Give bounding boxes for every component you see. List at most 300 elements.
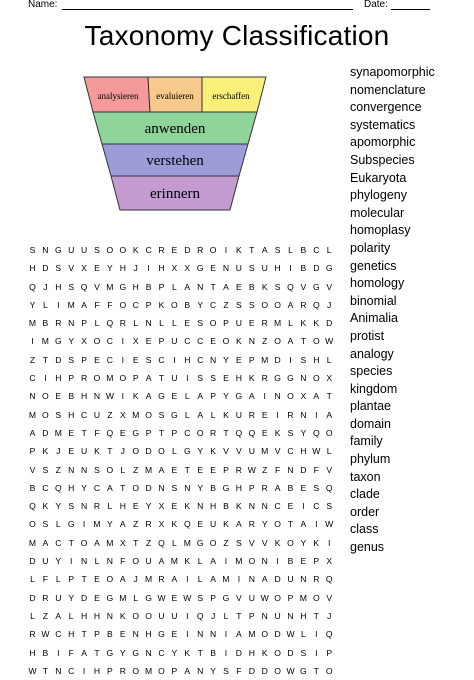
grid-letter[interactable]: H bbox=[235, 373, 242, 384]
grid-letter[interactable]: O bbox=[312, 336, 320, 347]
grid-letter[interactable]: H bbox=[80, 391, 88, 402]
grid-letter[interactable]: Z bbox=[262, 336, 268, 347]
grid-letter[interactable]: N bbox=[209, 354, 217, 365]
grid-letter[interactable]: O bbox=[196, 427, 204, 438]
grid-letter[interactable]: I bbox=[121, 354, 124, 365]
grid-letter[interactable]: R bbox=[209, 427, 217, 438]
grid-letter[interactable]: Y bbox=[68, 336, 75, 347]
grid-letter[interactable]: A bbox=[274, 482, 281, 493]
grid-letter[interactable]: L bbox=[133, 592, 139, 603]
grid-letter[interactable]: A bbox=[119, 574, 126, 585]
grid-letter[interactable]: A bbox=[236, 629, 242, 640]
grid-letter[interactable]: C bbox=[55, 629, 62, 640]
grid-letter[interactable]: S bbox=[94, 464, 100, 475]
grid-letter[interactable]: O bbox=[132, 446, 140, 457]
grid-letter[interactable]: Z bbox=[262, 464, 268, 475]
grid-letter[interactable]: E bbox=[171, 501, 178, 512]
grid-letter[interactable]: L bbox=[55, 519, 61, 530]
grid-letter[interactable]: I bbox=[186, 373, 189, 384]
grid-letter[interactable]: O bbox=[312, 592, 320, 603]
grid-letter[interactable]: P bbox=[107, 665, 113, 676]
grid-letter[interactable]: K bbox=[313, 318, 320, 329]
grid-letter[interactable]: F bbox=[236, 665, 242, 676]
grid-letter[interactable]: A bbox=[145, 391, 152, 402]
grid-letter[interactable]: G bbox=[325, 263, 333, 274]
grid-letter[interactable]: G bbox=[119, 281, 127, 292]
grid-letter[interactable]: L bbox=[223, 610, 229, 621]
grid-letter[interactable]: S bbox=[42, 519, 49, 530]
grid-letter[interactable]: S bbox=[171, 482, 178, 493]
grid-letter[interactable]: X bbox=[184, 263, 191, 274]
grid-letter[interactable]: S bbox=[248, 299, 255, 310]
grid-letter[interactable]: N bbox=[184, 482, 191, 493]
grid-letter[interactable]: A bbox=[81, 299, 87, 310]
grid-letter[interactable]: C bbox=[197, 336, 204, 347]
grid-letter[interactable]: O bbox=[274, 647, 281, 658]
grid-letter[interactable]: R bbox=[261, 318, 268, 329]
grid-letter[interactable]: H bbox=[119, 501, 126, 512]
grid-letter[interactable]: E bbox=[119, 629, 126, 640]
grid-letter[interactable]: W bbox=[105, 391, 114, 402]
grid-letter[interactable]: R bbox=[287, 409, 294, 420]
grid-letter[interactable]: K bbox=[184, 501, 191, 512]
grid-letter[interactable]: O bbox=[106, 245, 114, 255]
grid-letter[interactable]: S bbox=[287, 427, 294, 438]
grid-letter[interactable]: D bbox=[235, 647, 242, 658]
grid-letter[interactable]: V bbox=[326, 281, 333, 292]
grid-letter[interactable]: N bbox=[248, 501, 255, 512]
grid-letter[interactable]: L bbox=[30, 610, 35, 621]
grid-letter[interactable]: M bbox=[274, 318, 282, 329]
grid-letter[interactable]: N bbox=[106, 556, 113, 567]
grid-letter[interactable]: A bbox=[287, 299, 294, 310]
grid-letter[interactable]: B bbox=[42, 647, 49, 658]
grid-letter[interactable]: S bbox=[55, 409, 62, 420]
grid-letter[interactable]: N bbox=[209, 629, 217, 640]
grid-letter[interactable]: O bbox=[132, 610, 140, 621]
grid-letter[interactable]: J bbox=[43, 281, 48, 292]
grid-letter[interactable]: P bbox=[132, 373, 139, 384]
grid-letter[interactable]: O bbox=[274, 592, 281, 603]
grid-letter[interactable]: B bbox=[223, 501, 229, 512]
grid-letter[interactable]: G bbox=[54, 245, 62, 255]
grid-letter[interactable]: O bbox=[209, 318, 217, 329]
grid-letter[interactable]: L bbox=[288, 318, 293, 329]
grid-letter[interactable]: M bbox=[261, 354, 269, 365]
grid-letter[interactable]: E bbox=[94, 574, 100, 585]
grid-letter[interactable]: Q bbox=[312, 427, 320, 438]
grid-letter[interactable]: L bbox=[184, 409, 190, 420]
grid-letter[interactable]: D bbox=[80, 592, 88, 603]
grid-letter[interactable]: C bbox=[93, 482, 101, 493]
grid-letter[interactable]: L bbox=[197, 574, 203, 585]
grid-letter[interactable]: M bbox=[145, 464, 153, 475]
grid-letter[interactable]: E bbox=[132, 501, 139, 512]
grid-letter[interactable]: Q bbox=[312, 299, 320, 310]
grid-letter[interactable]: C bbox=[132, 299, 139, 310]
grid-letter[interactable]: P bbox=[158, 281, 165, 292]
grid-letter[interactable]: X bbox=[171, 263, 178, 274]
grid-letter[interactable]: Z bbox=[223, 537, 229, 548]
grid-letter[interactable]: V bbox=[236, 446, 242, 457]
grid-letter[interactable]: I bbox=[57, 647, 60, 658]
grid-letter[interactable]: A bbox=[313, 391, 320, 402]
grid-letter[interactable]: T bbox=[158, 427, 165, 438]
grid-letter[interactable]: L bbox=[197, 556, 203, 567]
grid-letter[interactable]: S bbox=[236, 537, 242, 548]
grid-letter[interactable]: C bbox=[145, 245, 152, 255]
grid-letter[interactable]: H bbox=[119, 263, 126, 274]
grid-letter[interactable]: C bbox=[184, 427, 191, 438]
grid-letter[interactable]: O bbox=[119, 299, 127, 310]
grid-letter[interactable]: Q bbox=[287, 281, 294, 292]
grid-letter[interactable]: I bbox=[69, 556, 73, 567]
grid-letter[interactable]: D bbox=[29, 592, 36, 603]
grid-letter[interactable]: O bbox=[222, 336, 230, 347]
grid-letter[interactable]: L bbox=[184, 391, 190, 402]
grid-letter[interactable]: E bbox=[287, 501, 294, 512]
grid-letter[interactable]: L bbox=[172, 318, 177, 329]
grid-letter[interactable]: D bbox=[248, 665, 255, 676]
grid-letter[interactable]: H bbox=[29, 263, 36, 274]
grid-letter[interactable]: L bbox=[107, 501, 113, 512]
grid-letter[interactable]: O bbox=[209, 537, 217, 548]
grid-letter[interactable]: L bbox=[301, 629, 306, 640]
grid-letter[interactable]: A bbox=[210, 556, 216, 567]
grid-letter[interactable]: E bbox=[94, 354, 100, 365]
grid-letter[interactable]: D bbox=[261, 665, 268, 676]
grid-letter[interactable]: H bbox=[93, 610, 101, 621]
grid-letter[interactable]: H bbox=[235, 482, 242, 493]
grid-letter[interactable]: D bbox=[274, 354, 281, 365]
grid-letter[interactable]: E bbox=[236, 281, 242, 292]
grid-letter[interactable]: K bbox=[236, 501, 242, 512]
grid-letter[interactable]: E bbox=[94, 263, 100, 274]
grid-letter[interactable]: Q bbox=[196, 610, 204, 621]
grid-letter[interactable]: Q bbox=[235, 427, 243, 438]
grid-letter[interactable]: O bbox=[171, 299, 178, 310]
grid-letter[interactable]: V bbox=[274, 446, 281, 457]
grid-letter[interactable]: I bbox=[224, 629, 228, 640]
grid-letter[interactable]: U bbox=[171, 610, 178, 621]
grid-letter[interactable]: N bbox=[287, 610, 294, 621]
grid-letter[interactable]: N bbox=[197, 501, 204, 512]
grid-letter[interactable]: K bbox=[171, 519, 178, 530]
grid-letter[interactable]: K bbox=[248, 373, 255, 384]
grid-letter[interactable]: B bbox=[300, 263, 307, 274]
grid-letter[interactable]: R bbox=[300, 299, 307, 310]
grid-letter[interactable]: T bbox=[249, 245, 255, 255]
grid-letter[interactable]: C bbox=[313, 245, 320, 255]
grid-letter[interactable]: G bbox=[235, 391, 243, 402]
grid-letter[interactable]: A bbox=[55, 610, 62, 621]
grid-letter[interactable]: R bbox=[158, 245, 165, 255]
grid-letter[interactable]: K bbox=[42, 446, 49, 457]
grid-letter[interactable]: K bbox=[158, 299, 165, 310]
grid-letter[interactable]: S bbox=[313, 482, 320, 493]
grid-letter[interactable]: H bbox=[313, 354, 320, 365]
grid-letter[interactable]: G bbox=[132, 427, 140, 438]
grid-letter[interactable]: N bbox=[80, 501, 88, 512]
grid-letter[interactable]: Z bbox=[55, 464, 61, 475]
grid-letter[interactable]: Z bbox=[42, 610, 49, 621]
grid-letter[interactable]: S bbox=[68, 281, 75, 292]
grid-letter[interactable]: U bbox=[287, 574, 294, 585]
grid-letter[interactable]: A bbox=[119, 519, 126, 530]
grid-letter[interactable]: I bbox=[121, 391, 124, 402]
grid-letter[interactable]: R bbox=[261, 482, 268, 493]
grid-letter[interactable]: G bbox=[274, 373, 281, 384]
grid-letter[interactable]: W bbox=[247, 464, 256, 475]
grid-letter[interactable]: G bbox=[106, 647, 114, 658]
grid-letter[interactable]: S bbox=[68, 501, 75, 512]
grid-letter[interactable]: E bbox=[119, 427, 126, 438]
grid-letter[interactable]: O bbox=[119, 373, 127, 384]
grid-letter[interactable]: E bbox=[261, 427, 268, 438]
grid-letter[interactable]: I bbox=[315, 519, 318, 530]
grid-letter[interactable]: M bbox=[235, 556, 243, 567]
grid-letter[interactable]: I bbox=[186, 574, 189, 585]
grid-letter[interactable]: W bbox=[286, 665, 295, 676]
grid-letter[interactable]: X bbox=[300, 391, 307, 402]
grid-letter[interactable]: Z bbox=[107, 409, 113, 420]
grid-letter[interactable]: K bbox=[119, 610, 126, 621]
grid-letter[interactable]: E bbox=[184, 318, 191, 329]
grid-letter[interactable]: L bbox=[94, 556, 100, 567]
grid-letter[interactable]: D bbox=[184, 245, 191, 255]
grid-letter[interactable]: C bbox=[80, 409, 88, 420]
grid-letter[interactable]: J bbox=[56, 446, 61, 457]
grid-letter[interactable]: O bbox=[274, 299, 281, 310]
grid-letter[interactable]: N bbox=[287, 464, 294, 475]
grid-letter[interactable]: F bbox=[107, 299, 113, 310]
grid-letter[interactable]: V bbox=[248, 537, 255, 548]
grid-letter[interactable]: X bbox=[326, 373, 333, 384]
grid-letter[interactable]: R bbox=[80, 373, 88, 384]
grid-letter[interactable]: O bbox=[325, 665, 333, 676]
grid-letter[interactable]: X bbox=[119, 537, 126, 548]
grid-letter[interactable]: V bbox=[261, 537, 268, 548]
grid-letter[interactable]: N bbox=[68, 464, 75, 475]
grid-letter[interactable]: E bbox=[94, 592, 100, 603]
grid-letter[interactable]: F bbox=[68, 647, 74, 658]
grid-letter[interactable]: W bbox=[41, 629, 50, 640]
grid-letter[interactable]: B bbox=[287, 556, 294, 567]
grid-letter[interactable]: U bbox=[261, 263, 268, 274]
grid-letter[interactable]: M bbox=[119, 592, 127, 603]
grid-letter[interactable]: J bbox=[133, 574, 138, 585]
grid-letter[interactable]: I bbox=[121, 336, 124, 347]
grid-letter[interactable]: S bbox=[197, 373, 204, 384]
grid-letter[interactable]: T bbox=[223, 427, 229, 438]
grid-letter[interactable]: Q bbox=[325, 574, 333, 585]
grid-letter[interactable]: H bbox=[158, 263, 165, 274]
grid-letter[interactable]: S bbox=[197, 592, 204, 603]
grid-letter[interactable]: M bbox=[106, 537, 114, 548]
grid-letter[interactable]: H bbox=[209, 501, 217, 512]
grid-letter[interactable]: A bbox=[223, 281, 229, 292]
grid-letter[interactable]: S bbox=[248, 263, 255, 274]
grid-letter[interactable]: E bbox=[171, 391, 178, 402]
grid-letter[interactable]: I bbox=[57, 299, 60, 310]
grid-letter[interactable]: Y bbox=[171, 647, 178, 658]
grid-letter[interactable]: T bbox=[81, 574, 87, 585]
grid-letter[interactable]: G bbox=[222, 592, 230, 603]
grid-letter[interactable]: O bbox=[325, 427, 333, 438]
grid-letter[interactable]: E bbox=[223, 373, 229, 384]
grid-letter[interactable]: L bbox=[159, 318, 164, 329]
grid-letter[interactable]: A bbox=[197, 409, 204, 420]
grid-letter[interactable]: C bbox=[274, 501, 281, 512]
grid-letter[interactable]: M bbox=[54, 427, 62, 438]
grid-letter[interactable]: W bbox=[28, 665, 37, 676]
grid-letter[interactable]: Q bbox=[106, 318, 114, 329]
grid-letter[interactable]: L bbox=[55, 574, 61, 585]
grid-letter[interactable]: L bbox=[326, 446, 332, 457]
grid-letter[interactable]: U bbox=[80, 245, 88, 255]
grid-letter[interactable]: I bbox=[186, 629, 189, 640]
grid-letter[interactable]: E bbox=[248, 318, 255, 329]
grid-letter[interactable]: I bbox=[315, 629, 318, 640]
grid-letter[interactable]: T bbox=[287, 519, 294, 530]
grid-letter[interactable]: D bbox=[313, 263, 320, 274]
grid-letter[interactable]: E bbox=[261, 409, 268, 420]
grid-letter[interactable]: E bbox=[236, 354, 242, 365]
grid-letter[interactable]: N bbox=[197, 629, 204, 640]
grid-letter[interactable]: C bbox=[313, 501, 320, 512]
grid-letter[interactable]: Y bbox=[29, 299, 36, 310]
grid-letter[interactable]: Y bbox=[210, 665, 216, 676]
grid-letter[interactable]: O bbox=[274, 519, 281, 530]
grid-letter[interactable]: R bbox=[313, 574, 320, 585]
grid-letter[interactable]: U bbox=[209, 519, 217, 530]
grid-letter[interactable]: M bbox=[41, 336, 49, 347]
grid-letter[interactable]: I bbox=[289, 263, 292, 274]
grid-letter[interactable]: O bbox=[158, 665, 165, 676]
grid-letter[interactable]: D bbox=[55, 354, 62, 365]
grid-letter[interactable]: N bbox=[261, 501, 268, 512]
grid-letter[interactable]: Y bbox=[107, 519, 113, 530]
grid-letter[interactable]: L bbox=[210, 409, 216, 420]
grid-letter[interactable]: S bbox=[158, 409, 165, 420]
grid-letter[interactable]: T bbox=[68, 537, 74, 548]
grid-letter[interactable]: K bbox=[236, 245, 242, 255]
grid-letter[interactable]: Q bbox=[29, 281, 36, 292]
grid-letter[interactable]: Y bbox=[107, 263, 113, 274]
grid-letter[interactable]: W bbox=[312, 446, 321, 457]
grid-letter[interactable]: R bbox=[55, 318, 62, 329]
grid-letter[interactable]: E bbox=[210, 263, 216, 274]
grid-letter[interactable]: S bbox=[274, 281, 281, 292]
grid-letter[interactable]: D bbox=[42, 263, 49, 274]
grid-letter[interactable]: U bbox=[93, 409, 101, 420]
grid-letter[interactable]: Q bbox=[248, 427, 256, 438]
grid-letter[interactable]: H bbox=[29, 647, 36, 658]
grid-letter[interactable]: G bbox=[222, 482, 230, 493]
grid-letter[interactable]: N bbox=[55, 665, 62, 676]
grid-letter[interactable]: H bbox=[274, 263, 281, 274]
grid-letter[interactable]: O bbox=[145, 409, 152, 420]
grid-letter[interactable]: N bbox=[68, 318, 75, 329]
grid-letter[interactable]: M bbox=[93, 519, 101, 530]
grid-letter[interactable]: P bbox=[171, 427, 178, 438]
grid-letter[interactable]: W bbox=[157, 592, 166, 603]
grid-letter[interactable]: Y bbox=[145, 501, 152, 512]
grid-letter[interactable]: Y bbox=[197, 446, 204, 457]
grid-letter[interactable]: L bbox=[30, 574, 35, 585]
grid-letter[interactable]: Q bbox=[29, 501, 36, 512]
grid-letter[interactable]: M bbox=[106, 281, 114, 292]
grid-letter[interactable]: A bbox=[94, 537, 100, 548]
grid-letter[interactable]: M bbox=[170, 556, 178, 567]
grid-letter[interactable]: J bbox=[210, 610, 216, 621]
grid-letter[interactable]: N bbox=[300, 574, 307, 585]
grid-letter[interactable]: H bbox=[248, 647, 255, 658]
grid-letter[interactable]: H bbox=[184, 354, 191, 365]
grid-letter[interactable]: T bbox=[107, 446, 113, 457]
grid-letter[interactable]: P bbox=[29, 446, 36, 457]
grid-letter[interactable]: N bbox=[145, 647, 152, 658]
grid-letter[interactable]: H bbox=[68, 409, 75, 420]
grid-letter[interactable]: W bbox=[183, 592, 192, 603]
grid-letter[interactable]: J bbox=[327, 610, 332, 621]
grid-letter[interactable]: Z bbox=[145, 537, 152, 548]
grid-letter[interactable]: O bbox=[93, 373, 101, 384]
grid-letter[interactable]: P bbox=[68, 373, 75, 384]
grid-letter[interactable]: G bbox=[312, 281, 320, 292]
grid-letter[interactable]: O bbox=[106, 574, 114, 585]
grid-letter[interactable]: P bbox=[313, 556, 320, 567]
grid-letter[interactable]: Z bbox=[223, 299, 229, 310]
grid-letter[interactable]: K bbox=[261, 281, 268, 292]
grid-letter[interactable]: N bbox=[197, 665, 204, 676]
grid-letter[interactable]: A bbox=[236, 519, 242, 530]
grid-letter[interactable]: Q bbox=[183, 519, 191, 530]
grid-letter[interactable]: U bbox=[248, 446, 255, 457]
grid-letter[interactable]: U bbox=[158, 610, 165, 621]
grid-letter[interactable]: N bbox=[132, 629, 139, 640]
grid-letter[interactable]: F bbox=[120, 556, 126, 567]
grid-letter[interactable]: K bbox=[274, 427, 281, 438]
grid-letter[interactable]: Q bbox=[158, 537, 165, 548]
grid-letter[interactable]: G bbox=[145, 592, 152, 603]
grid-letter[interactable]: O bbox=[132, 556, 140, 567]
grid-letter[interactable]: T bbox=[94, 647, 100, 658]
grid-letter[interactable]: Y bbox=[55, 556, 62, 567]
grid-letter[interactable]: K bbox=[261, 647, 268, 658]
grid-letter[interactable]: O bbox=[29, 519, 36, 530]
grid-letter[interactable]: R bbox=[29, 629, 36, 640]
grid-letter[interactable]: I bbox=[315, 409, 318, 420]
grid-letter[interactable]: W bbox=[325, 519, 334, 530]
grid-letter[interactable]: B bbox=[210, 482, 216, 493]
grid-letter[interactable]: S bbox=[210, 373, 216, 384]
grid-letter[interactable]: E bbox=[171, 629, 178, 640]
grid-letter[interactable]: X bbox=[81, 336, 87, 347]
grid-letter[interactable]: N bbox=[261, 556, 268, 567]
grid-letter[interactable]: H bbox=[93, 665, 101, 676]
grid-letter[interactable]: U bbox=[248, 592, 255, 603]
grid-letter[interactable]: K bbox=[236, 336, 242, 347]
grid-letter[interactable]: D bbox=[326, 318, 333, 329]
grid-letter[interactable]: T bbox=[120, 482, 126, 493]
grid-letter[interactable]: O bbox=[42, 409, 49, 420]
grid-letter[interactable]: P bbox=[223, 464, 229, 475]
grid-letter[interactable]: V bbox=[300, 281, 307, 292]
grid-letter[interactable]: O bbox=[274, 665, 281, 676]
grid-letter[interactable]: R bbox=[248, 409, 255, 420]
grid-letter[interactable]: Y bbox=[119, 647, 126, 658]
